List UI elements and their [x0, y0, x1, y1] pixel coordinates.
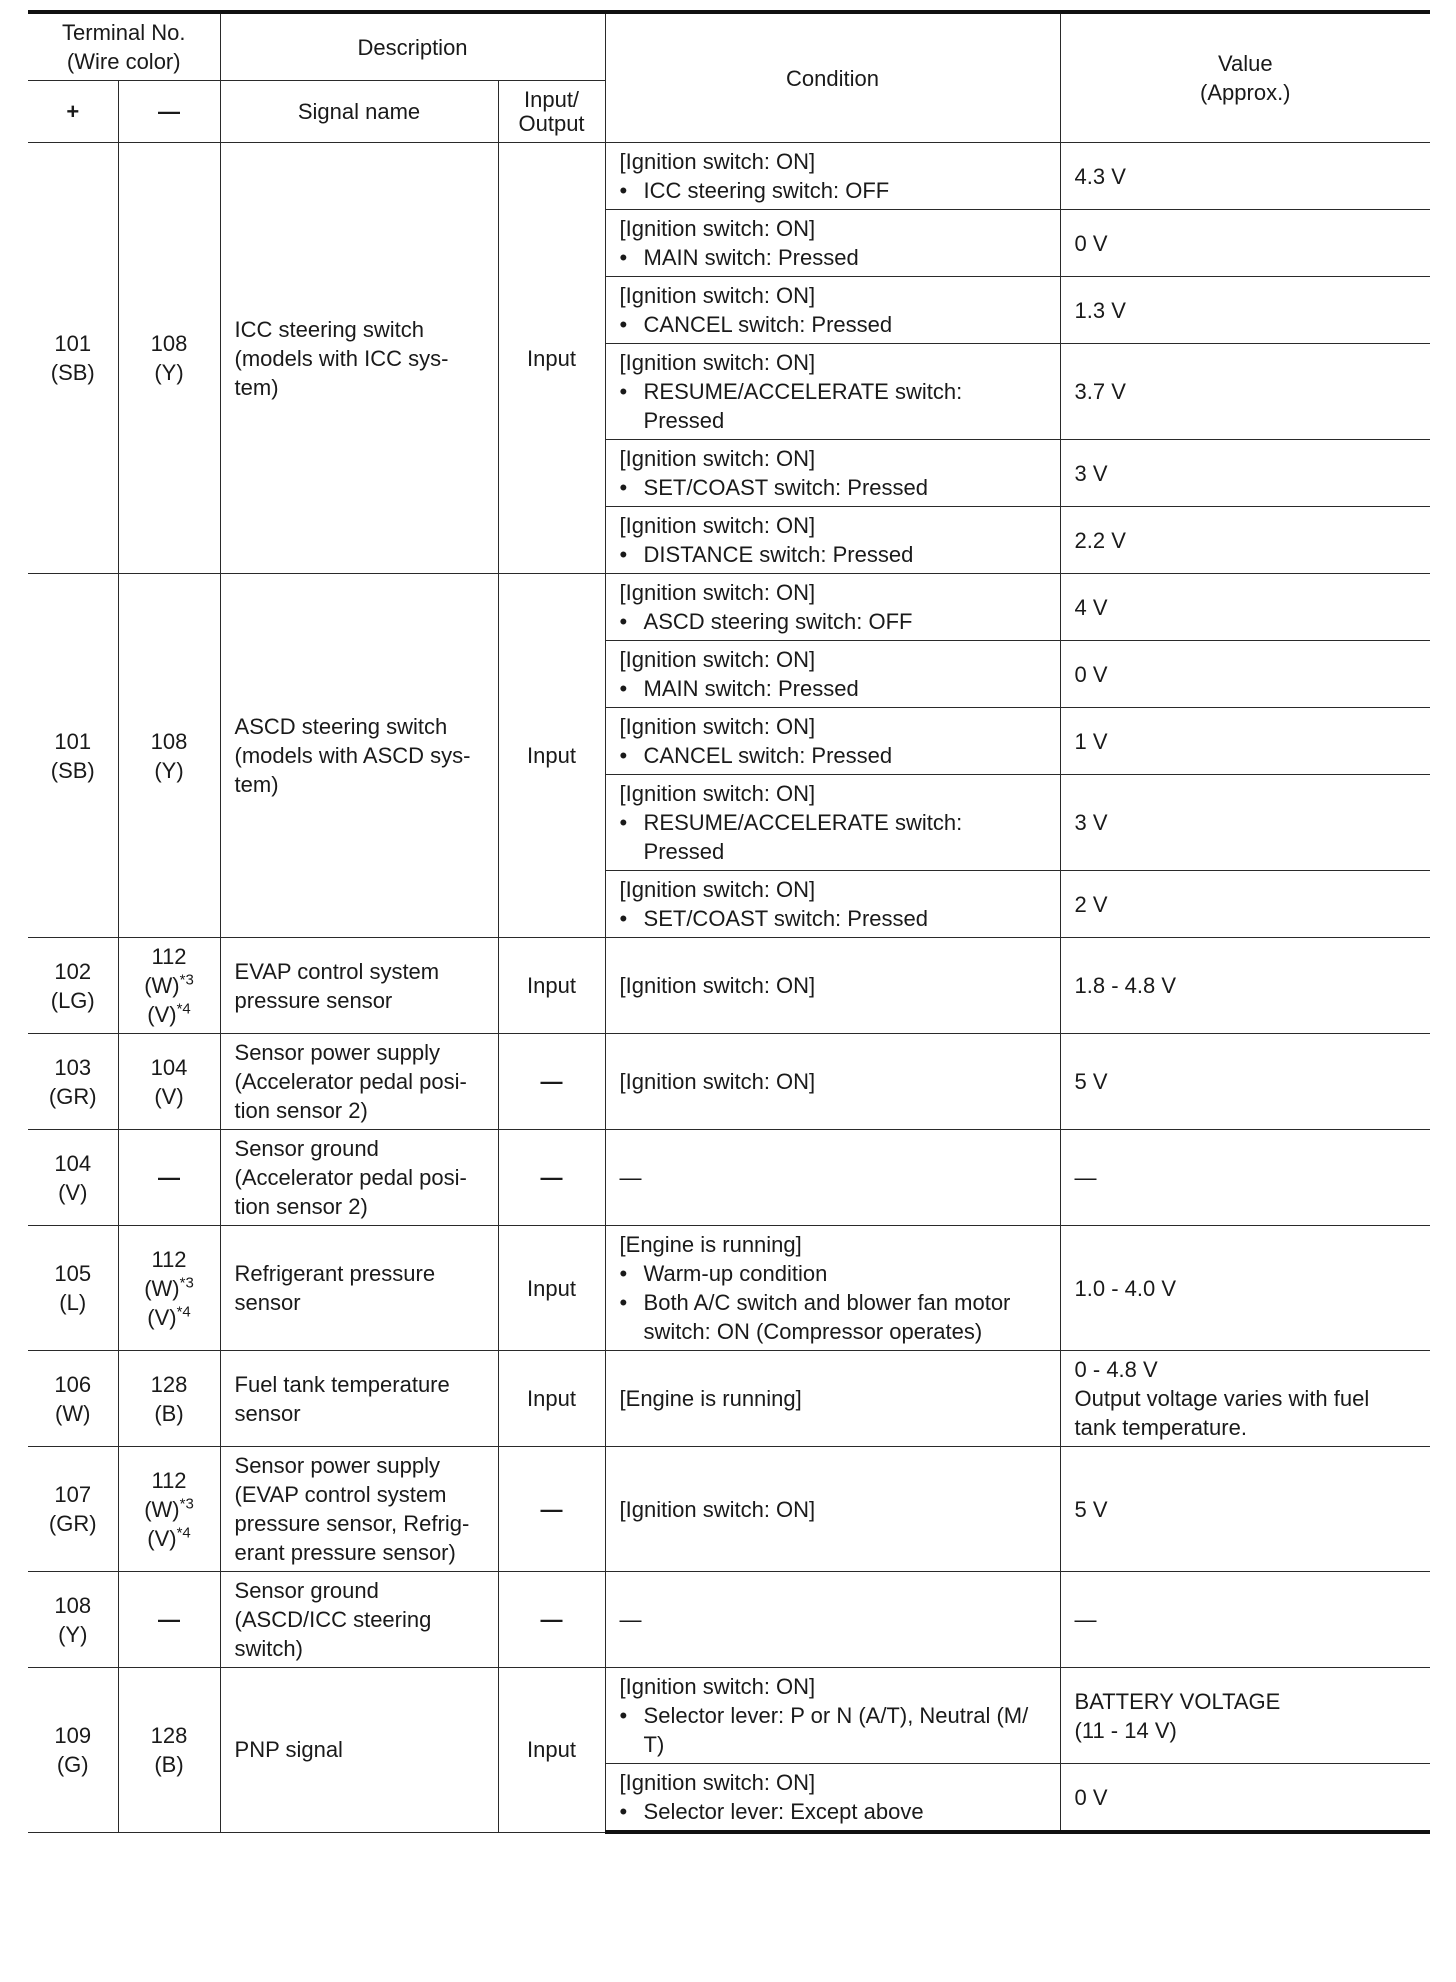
condition — [605, 1668, 1060, 1764]
terminal-number: 105 — [54, 1261, 92, 1286]
header-condition: Condition — [605, 12, 1060, 143]
input-output: — — [498, 1034, 605, 1130]
terminal-plus — [28, 143, 118, 574]
table-row — [28, 1668, 1430, 1764]
wire-color: (G) — [56, 1751, 89, 1777]
condition-head: [Ignition switch: ON] — [619, 1674, 816, 1699]
terminal-number: 128 — [150, 1371, 188, 1397]
signal-name: Sensor ground (ASCD/ICC steering switch) — [220, 1572, 498, 1668]
condition — [605, 641, 1060, 708]
input-output: Input — [498, 574, 605, 938]
wire-color: (V) — [147, 1525, 177, 1551]
condition-head: [Ignition switch: ON] — [619, 877, 816, 902]
table-row — [28, 1130, 1430, 1226]
condition — [605, 1130, 1060, 1226]
footnote-ref: *4 — [176, 1524, 191, 1542]
condition-head: [Ignition switch: ON] — [619, 350, 816, 375]
condition-bullet: • Selector lever: P or N (A/T), Neutral (M/ T) — [620, 1701, 1046, 1759]
value: 1.8 - 4.8 V — [1060, 938, 1430, 1034]
signal-name: Sensor power supply (Accelerator pedal posi- tion sensor 2) — [220, 1034, 498, 1130]
wire-color: (SB) — [50, 757, 95, 783]
signal-name: ASCD steering switch (models with ASCD sys- tem) — [220, 574, 498, 938]
terminal-plus — [28, 574, 118, 938]
terminal-minus — [118, 1034, 220, 1130]
value: 0 V — [1060, 1764, 1430, 1833]
wire-color-line — [121, 1524, 218, 1553]
terminal-number: 101 — [54, 728, 92, 754]
wire-color: (V) — [147, 1304, 177, 1330]
condition-head: [Engine is running] — [619, 1386, 802, 1411]
condition — [605, 507, 1060, 574]
wire-color-line — [121, 1303, 218, 1332]
wire-color: (W) — [144, 973, 180, 998]
condition-head: [Ignition switch: ON] — [619, 1770, 816, 1795]
value: 3.7 V — [1060, 344, 1430, 440]
value: 1 V — [1060, 708, 1430, 775]
wire-color: (W) — [144, 1275, 180, 1301]
value: BATTERY VOLTAGE (11 - 14 V) — [1060, 1668, 1430, 1764]
value: 2 V — [1060, 871, 1430, 938]
condition-head: [Ignition switch: ON] — [619, 446, 816, 471]
condition — [605, 1572, 1060, 1668]
terminal-plus — [28, 1351, 118, 1447]
condition-head: [Ignition switch: ON] — [619, 513, 816, 538]
condition — [605, 1764, 1060, 1833]
condition — [605, 1034, 1060, 1130]
signal-name: EVAP control system pressure sensor — [220, 938, 498, 1034]
terminal-minus — [118, 1447, 220, 1572]
table-row — [28, 574, 1430, 641]
input-output: — — [498, 1447, 605, 1572]
terminal-minus — [118, 1351, 220, 1447]
input-output: — — [498, 1130, 605, 1226]
input-output: Input — [498, 143, 605, 574]
condition-bullet: • Warm-up condition — [620, 1259, 1046, 1288]
value: — — [1060, 1572, 1430, 1668]
value: 3 V — [1060, 440, 1430, 507]
condition-bullet: • CANCEL switch: Pressed — [620, 741, 1046, 770]
input-output: Input — [498, 938, 605, 1034]
condition — [605, 1447, 1060, 1572]
condition-head: [Ignition switch: ON] — [619, 781, 816, 806]
input-output: — — [498, 1572, 605, 1668]
terminal-number: 104 — [54, 1150, 92, 1176]
terminal-table — [28, 10, 1430, 1834]
wire-color: (GR) — [48, 1083, 97, 1109]
value: 5 V — [1060, 1034, 1430, 1130]
terminal-number: 107 — [54, 1482, 92, 1507]
value: 3 V — [1060, 775, 1430, 871]
condition-bullet: • Selector lever: Except above — [620, 1797, 1046, 1826]
condition-bullet: • MAIN switch: Pressed — [620, 243, 1046, 272]
condition-head: [Engine is running] — [619, 1232, 802, 1257]
wire-color: (V) — [154, 1083, 184, 1109]
signal-name: PNP signal — [220, 1668, 498, 1833]
terminal-number: 112 — [151, 1467, 187, 1493]
wire-color-line — [121, 971, 218, 1000]
condition-head: [Ignition switch: ON] — [619, 647, 816, 672]
terminal-number: 109 — [54, 1722, 92, 1748]
input-output: Input — [498, 1668, 605, 1833]
wire-color-line — [121, 1000, 218, 1029]
table-row — [28, 1447, 1430, 1572]
header-description: Description — [220, 12, 605, 81]
wire-color: (Y) — [58, 1621, 88, 1647]
input-output: Input — [498, 1226, 605, 1351]
condition — [605, 775, 1060, 871]
condition-bullet: • SET/COAST switch: Pressed — [620, 904, 1046, 933]
condition — [605, 344, 1060, 440]
value: 0 V — [1060, 641, 1430, 708]
input-output: Input — [498, 1351, 605, 1447]
terminal-minus — [118, 938, 220, 1034]
terminal-number: 112 — [151, 944, 187, 969]
header-minus: — — [118, 81, 220, 143]
wire-color-line — [121, 1274, 218, 1303]
condition-head: [Ignition switch: ON] — [619, 149, 816, 174]
terminal-number: 103 — [54, 1054, 92, 1080]
wire-color: (W) — [55, 1400, 91, 1426]
value: 5 V — [1060, 1447, 1430, 1572]
terminal-minus — [118, 574, 220, 938]
condition-bullet: • ASCD steering switch: OFF — [620, 607, 1046, 636]
condition-head: [Ignition switch: ON] — [619, 1496, 816, 1522]
condition-head: [Ignition switch: ON] — [619, 973, 816, 998]
value: 0 - 4.8 V Output voltage varies with fuel tank temperature. — [1060, 1351, 1430, 1447]
terminal-number: 108 — [150, 728, 188, 754]
wire-color: (Y) — [154, 360, 184, 385]
terminal-minus — [118, 143, 220, 574]
wire-color: (LG) — [50, 987, 95, 1013]
signal-name: Sensor ground (Accelerator pedal posi- tion sensor 2) — [220, 1130, 498, 1226]
condition-head: [Ignition switch: ON] — [619, 714, 816, 739]
value: 2.2 V — [1060, 507, 1430, 574]
table-row — [28, 1226, 1430, 1351]
signal-name: ICC steering switch (models with ICC sys- tem) — [220, 143, 498, 574]
header-signal-name: Signal name — [220, 81, 498, 143]
terminal-number: 128 — [150, 1722, 188, 1748]
condition-bullet: • ICC steering switch: OFF — [620, 176, 1046, 205]
condition-bullet: • RESUME/ACCELERATE switch: Pressed — [620, 808, 1046, 866]
header-input-output: Input/ Output — [498, 81, 605, 143]
condition-bullet: • CANCEL switch: Pressed — [620, 310, 1046, 339]
footnote-ref: *4 — [176, 1303, 191, 1321]
terminal-minus — [118, 1130, 220, 1226]
wire-color: (L) — [59, 1290, 87, 1315]
wire-color: (V) — [58, 1179, 88, 1205]
condition — [605, 440, 1060, 507]
terminal-number: 108 — [54, 1592, 92, 1618]
header-terminal: Terminal No. (Wire color) — [28, 12, 220, 81]
value: 0 V — [1060, 210, 1430, 277]
condition-head: — — [619, 1165, 642, 1190]
terminal-plus — [28, 1034, 118, 1130]
table-row — [28, 1351, 1430, 1447]
terminal-number: 102 — [54, 958, 92, 984]
condition-bullet: • Both A/C switch and blower fan motor switch: ON (Compressor operates) — [620, 1288, 1046, 1346]
condition — [605, 210, 1060, 277]
condition-head: [Ignition switch: ON] — [619, 1069, 816, 1094]
wire-color: (V) — [147, 1002, 177, 1027]
table-row — [28, 143, 1430, 210]
terminal-plus — [28, 1130, 118, 1226]
wire-color: (GR) — [48, 1511, 97, 1536]
condition-bullet: • DISTANCE switch: Pressed — [620, 540, 1046, 569]
value: 1.0 - 4.0 V — [1060, 1226, 1430, 1351]
terminal-number: — — [158, 1607, 180, 1632]
condition — [605, 277, 1060, 344]
condition-head: [Ignition switch: ON] — [619, 580, 816, 605]
footnote-ref: *3 — [179, 971, 194, 989]
value: — — [1060, 1130, 1430, 1226]
condition-bullet: • SET/COAST switch: Pressed — [620, 473, 1046, 502]
condition — [605, 1351, 1060, 1447]
terminal-plus — [28, 1572, 118, 1668]
condition — [605, 574, 1060, 641]
footnote-ref: *4 — [176, 1000, 191, 1018]
table-row — [28, 1572, 1430, 1668]
table-row — [28, 938, 1430, 1034]
footnote-ref: *3 — [179, 1495, 194, 1513]
terminal-minus — [118, 1668, 220, 1833]
table-body — [28, 143, 1430, 1833]
value: 1.3 V — [1060, 277, 1430, 344]
terminal-plus — [28, 1447, 118, 1572]
terminal-number: 112 — [151, 1246, 187, 1272]
footnote-ref: *3 — [179, 1274, 194, 1292]
terminal-number: 106 — [54, 1371, 92, 1397]
condition — [605, 938, 1060, 1034]
condition — [605, 1226, 1060, 1351]
terminal-number: 108 — [150, 331, 188, 356]
condition — [605, 871, 1060, 938]
terminal-number: 104 — [150, 1054, 188, 1080]
condition-head: — — [619, 1607, 642, 1632]
value: 4 V — [1060, 574, 1430, 641]
condition-head: [Ignition switch: ON] — [619, 216, 816, 241]
terminal-plus — [28, 938, 118, 1034]
signal-name: Refrigerant pressure sensor — [220, 1226, 498, 1351]
condition — [605, 708, 1060, 775]
value: 4.3 V — [1060, 143, 1430, 210]
terminal-number: — — [158, 1165, 180, 1190]
wire-color-line — [121, 1495, 218, 1524]
header-value: Value (Approx.) — [1060, 12, 1430, 143]
condition-bullet: • RESUME/ACCELERATE switch: Pressed — [620, 377, 1046, 435]
signal-name: Fuel tank temperature sensor — [220, 1351, 498, 1447]
wire-color: (SB) — [50, 360, 95, 385]
table-row — [28, 1034, 1430, 1130]
header-plus: + — [28, 81, 118, 143]
terminal-plus — [28, 1226, 118, 1351]
signal-name: Sensor power supply (EVAP control system pressure sensor, Refrig- erant pressure sensor) — [220, 1447, 498, 1572]
wire-color: (Y) — [154, 757, 184, 783]
wire-color: (W) — [144, 1496, 180, 1522]
terminal-minus — [118, 1572, 220, 1668]
wire-color: (B) — [154, 1400, 184, 1426]
terminal-number: 101 — [54, 331, 92, 356]
terminal-plus — [28, 1668, 118, 1833]
wire-color: (B) — [154, 1751, 184, 1777]
condition — [605, 143, 1060, 210]
condition-bullet: • MAIN switch: Pressed — [620, 674, 1046, 703]
condition-head: [Ignition switch: ON] — [619, 283, 816, 308]
terminal-minus — [118, 1226, 220, 1351]
